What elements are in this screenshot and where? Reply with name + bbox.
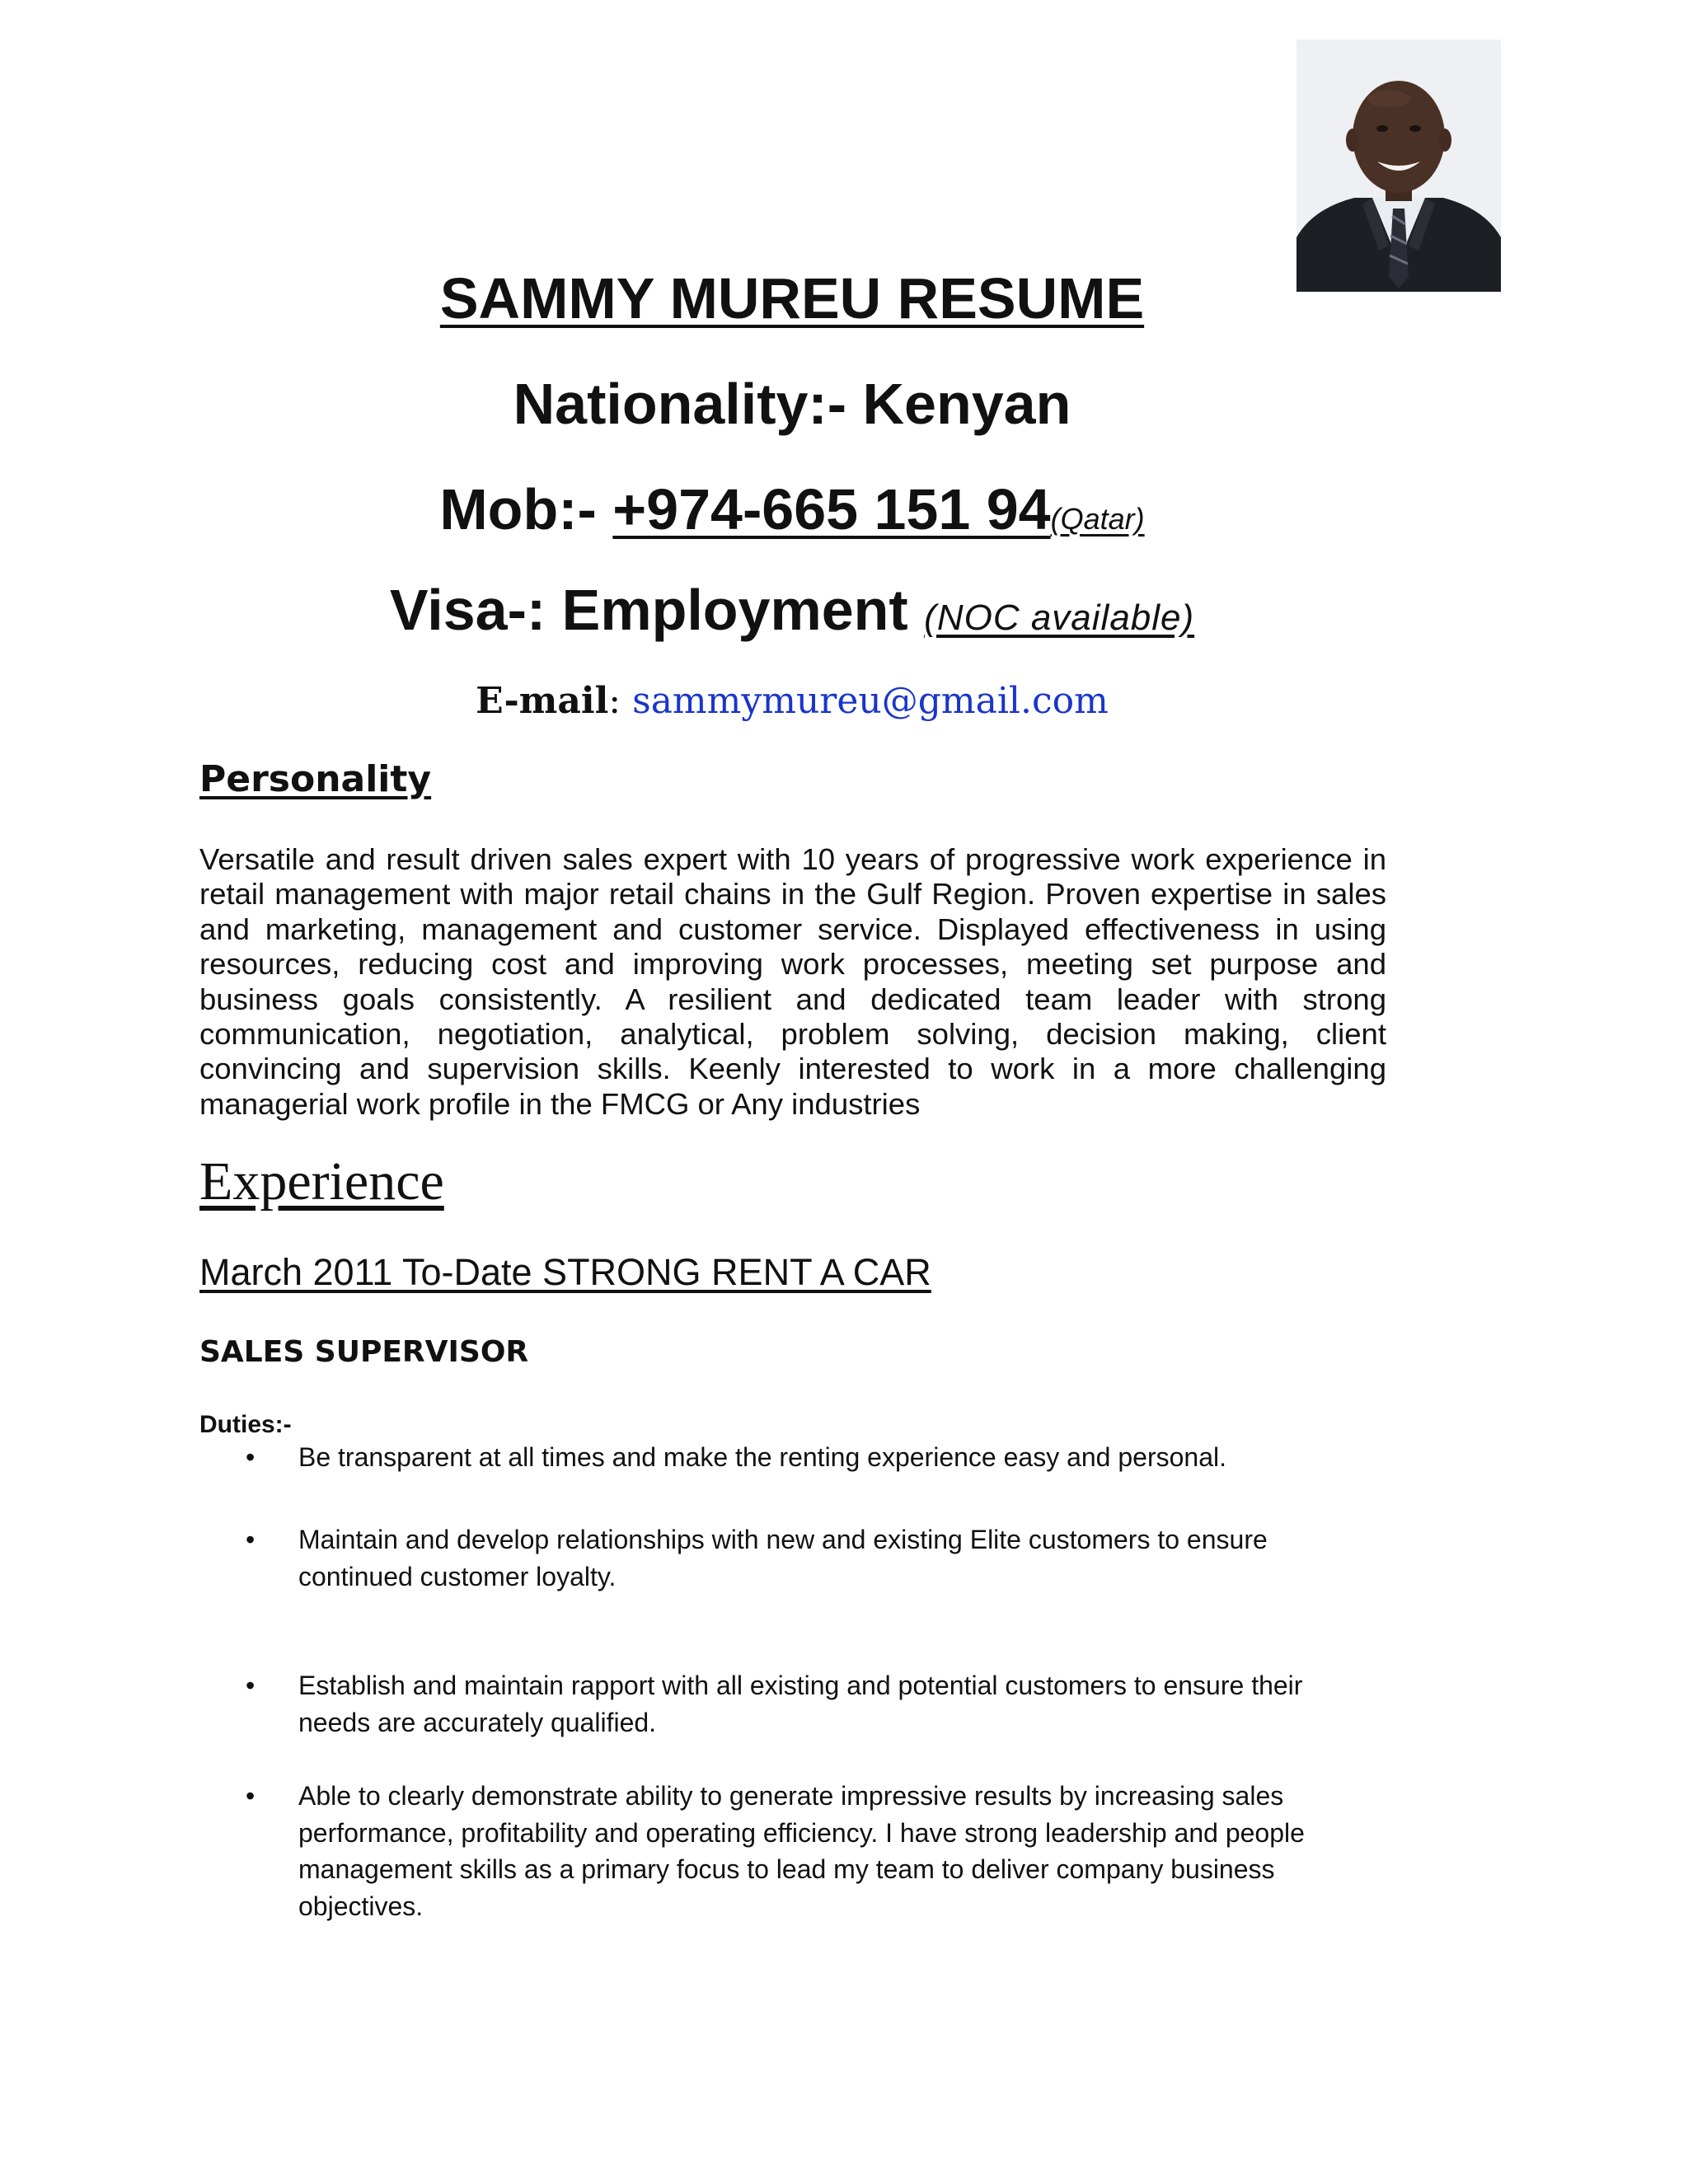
bullet-icon: • (246, 1442, 256, 1472)
duty-text: Establish and maintain rapport with all existing and potential customers to ensure their needs are accurately qualified. (298, 1671, 1303, 1737)
mobile-number: +974-665 151 94 (612, 477, 1051, 541)
bullet-icon: • (246, 1525, 256, 1554)
mobile-country: (Qatar) (1050, 502, 1145, 536)
profile-photo (1296, 40, 1501, 292)
bullet-icon: • (246, 1781, 256, 1811)
job-role: SALES SUPERVISOR (199, 1335, 529, 1369)
duty-text: Able to clearly demonstrate ability to generate impressive results by increasing sales performance, profitability and operating efficiency. I have strong leadership and people management skills as a primary focus to lead my team to deliver company business objectives. (298, 1781, 1305, 1921)
duty-text: Maintain and develop relationships with new and existing Elite customers to ensure continued customer loyalty. (298, 1525, 1268, 1591)
email-label: E-mail (476, 680, 609, 722)
portrait-image (1296, 40, 1501, 292)
bullet-icon: • (246, 1671, 256, 1700)
resume-title: SAMMY MUREU RESUME (439, 266, 1145, 330)
email-line (0, 680, 1584, 722)
experience-heading: Experience (199, 1151, 444, 1212)
email-link[interactable]: sammymureu@gmail.com (632, 680, 1109, 722)
duty-text: Be transparent at all times and make the renting experience easy and personal. (298, 1442, 1226, 1472)
email-separator: : (608, 680, 633, 722)
visa-note: (NOC available) (924, 598, 1195, 638)
job-title-line: March 2011 To-Date STRONG RENT A CAR (199, 1251, 931, 1293)
duties-label: Duties:- (199, 1411, 292, 1438)
visa-label: Visa-: Employment (389, 578, 925, 642)
mobile-label: Mob:- (439, 477, 613, 541)
personality-heading: Personality (199, 758, 432, 800)
personality-text: Versatile and result driven sales expert with 10 years of progressive work experience in retail management with major retail chains in the Gulf Region. Proven expertise in sales and marketing, management and customer service. Displayed effectiveness in using resources, reducing cost and improving work processes, meeting set purpose and business goals consistently. A resilient and dedicated team leader with strong communication, negotiation, analytical, problem solving, decision making, client convincing and supervision skills. Keenly interested to work in a more challenging managerial work profile in the FMCG or Any industries (199, 842, 1386, 1121)
nationality: Nationality:- Kenyan (513, 372, 1071, 436)
visa-line (0, 577, 1584, 643)
mobile-line (0, 476, 1584, 542)
